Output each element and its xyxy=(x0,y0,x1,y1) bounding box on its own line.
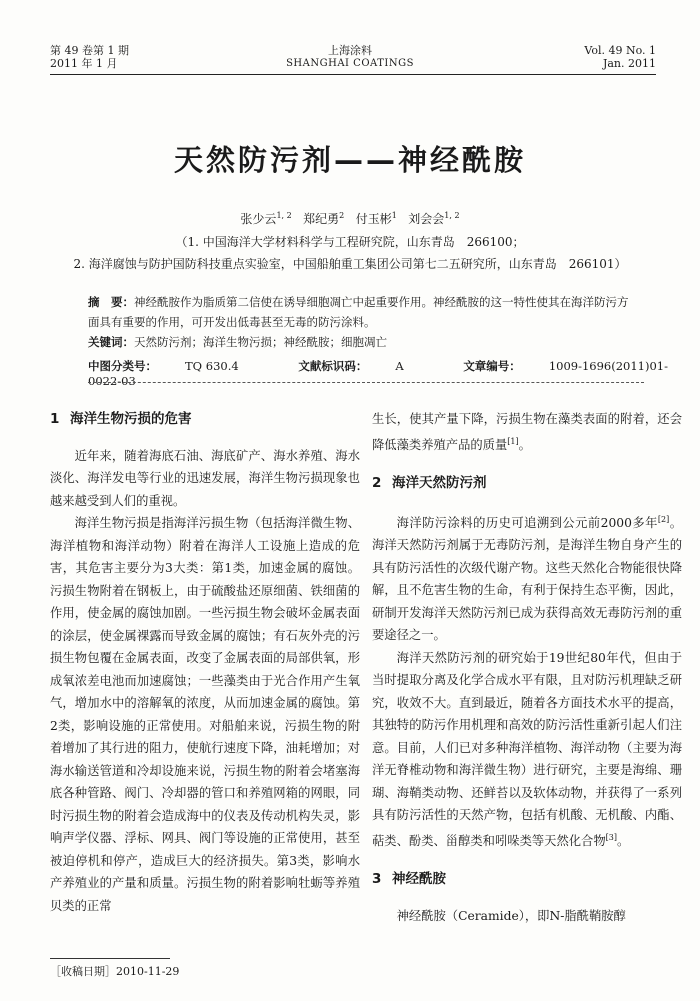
left-column xyxy=(50,408,360,917)
header-journal-name: 上海涂料 SHANGHAI COATINGS xyxy=(286,44,414,69)
affiliation-1: （1. 中国海洋大学材料科学与工程研究院，山东青岛 266100； xyxy=(175,235,525,249)
paragraph-continued: 生长，使其产量下降，污损生物在藻类表面的附着，还会降低藻类养殖产品的质量[1]。 xyxy=(372,412,682,452)
clc-label: 中图分类号： xyxy=(88,359,157,373)
section-heading-2: 2 海洋天然防污剂 xyxy=(372,475,487,492)
article-number-label: 文章编号： xyxy=(463,359,521,373)
author: 郑纪勇$^2$ xyxy=(303,211,345,226)
keywords-text: 天然防污剂；海洋生物污损；神经酰胺；细胞凋亡 xyxy=(134,335,387,349)
header-volume-issue: 第 49 卷第 1 期 2011 年 1 月 xyxy=(50,44,129,70)
received-date: ［收稿日期］2010-11-29 xyxy=(50,965,180,978)
keywords-label: 关键词： xyxy=(88,335,134,349)
clc-value: TQ 630.4 xyxy=(185,359,239,373)
header-rule xyxy=(50,74,656,75)
paragraph: 海洋天然防污剂的研究始于19世纪80年代，但由于当时提取分离及化学合成水平有限，且对防污机理缺乏研究，收效不大。直到最近，随着各方面技术水平的提高，其独特的防污作用机理和高效的防污活性重新引起人们注意。目前，人们已对多种海洋植物、海洋动物（主要为海洋无脊椎动物和海洋微生物）进行研究，主要是海绵、珊瑚、海鞘类动物、还鲜苔以及软体动物，并获得了一系列具有防污活性的天然产物，包括有机酸、无机酸、内酯、萜类、酚类、甾醇类和吲哚类等天然化合物[3]。 xyxy=(372,650,682,848)
paragraph: 海洋防污涂料的历史可追溯到公元前2000多年[2]。海洋天然防污剂属于无毒防污剂，是海洋生物自身产生的具有防污活性的次级代谢产物。这些天然化合物能很快降解，且不危害生物的生命，有利于保持生态平衡，因此，研制开发海洋天然防污剂已成为获得高效无毒防污剂的重要途径之一。 xyxy=(372,514,682,643)
doc-code-label: 文献标识码： xyxy=(298,359,368,373)
author: 刘会会$^{1, 2}$ xyxy=(408,211,460,226)
abstract-text: 神经酰胺作为脂质第二信使在诱导细胞凋亡中起重要作用。神经酰胺的这一特性使其在海洋防污方面具有重要的作用，可开发出低毒甚至无毒的防污涂料。 xyxy=(88,295,629,329)
keywords xyxy=(88,334,387,350)
doc-code-value: A xyxy=(395,359,404,373)
paragraph: 海洋生物污损是指海洋污损生物（包括海洋微生物、海洋植物和海洋动物）附着在海洋人工设施上造成的危害，其危害主要分为3大类：第1类，加速金属的腐蚀。污损生物附着在钢板上，由于硫酸盐还原细菌、铁细菌的作用，使金属的腐蚀加剧。一些污损生物会破坏金属表面的涂层，使金属裸露而导致金属的腐蚀；有石灰外壳的污损生物包覆在金属表面，改变了金属表面的局部供氧，形成氧浓差电池而加速腐蚀；一些藻类由于光合作用产生氧气，增加水中的溶解氧的浓度，从而加速金属的腐蚀。第2类，影响设施的正常使用。对船舶来说，污损生物的附着增加了其行进的阻力，使航行速度下降，油耗增加；对海水输送管道和冷却设施来说，污损生物的附着会堵塞海底各种管路、阀门、冷却器的管口和养殖网箱的网眼，同时污损生物的附着会造成海中的仪表及传动机构失灵，影响声学仪器、浮标、网具、阀门等设施的正常使用，甚至被迫停机和停产，造成巨大的经济损失。第3类，影响水产养殖业的产量和质量。污损生物的附着影响牡蛎等养殖贝类的正常 xyxy=(50,516,360,913)
section-heading-1: 1 海洋生物污损的危害 xyxy=(50,411,192,427)
citation: [3] xyxy=(605,832,617,842)
article-number-value: 1009-1696(2011)01-0022-03 xyxy=(88,359,668,388)
classification-line xyxy=(88,358,700,388)
footnote-rule xyxy=(50,958,170,959)
abstract-divider xyxy=(88,382,644,383)
paragraph: 神经酰胺（Ceramide），即N-脂酰鞘胺醇 xyxy=(396,908,626,923)
author: 张少云$^{1, 2}$ xyxy=(240,211,292,226)
abstract xyxy=(88,292,638,332)
abstract-label: 摘 要： xyxy=(88,295,134,309)
affiliation-2: 2. 海洋腐蚀与防护国防科技重点实验室，中国船舶重工集团公司第七二五研究所，山东青岛 266101） xyxy=(73,257,627,271)
paper-title: 天然防污剂——神经酰胺 xyxy=(173,143,526,177)
author-list xyxy=(0,210,700,227)
author: 付玉彬$^1$ xyxy=(355,211,397,226)
citation: [2] xyxy=(657,514,670,524)
section-heading-3: 3 神经酰胺 xyxy=(372,871,446,888)
right-column xyxy=(372,408,682,927)
paragraph: 近年来，随着海底石油、海底矿产、海水养殖、海水淡化、海洋发电等行业的迅速发展，海洋生物污损现象也越来越受到人们的重视。 xyxy=(50,448,360,508)
citation: [1] xyxy=(507,436,519,446)
header-vol-date: Vol. 49 No. 1 Jan. 2011 xyxy=(584,44,656,70)
